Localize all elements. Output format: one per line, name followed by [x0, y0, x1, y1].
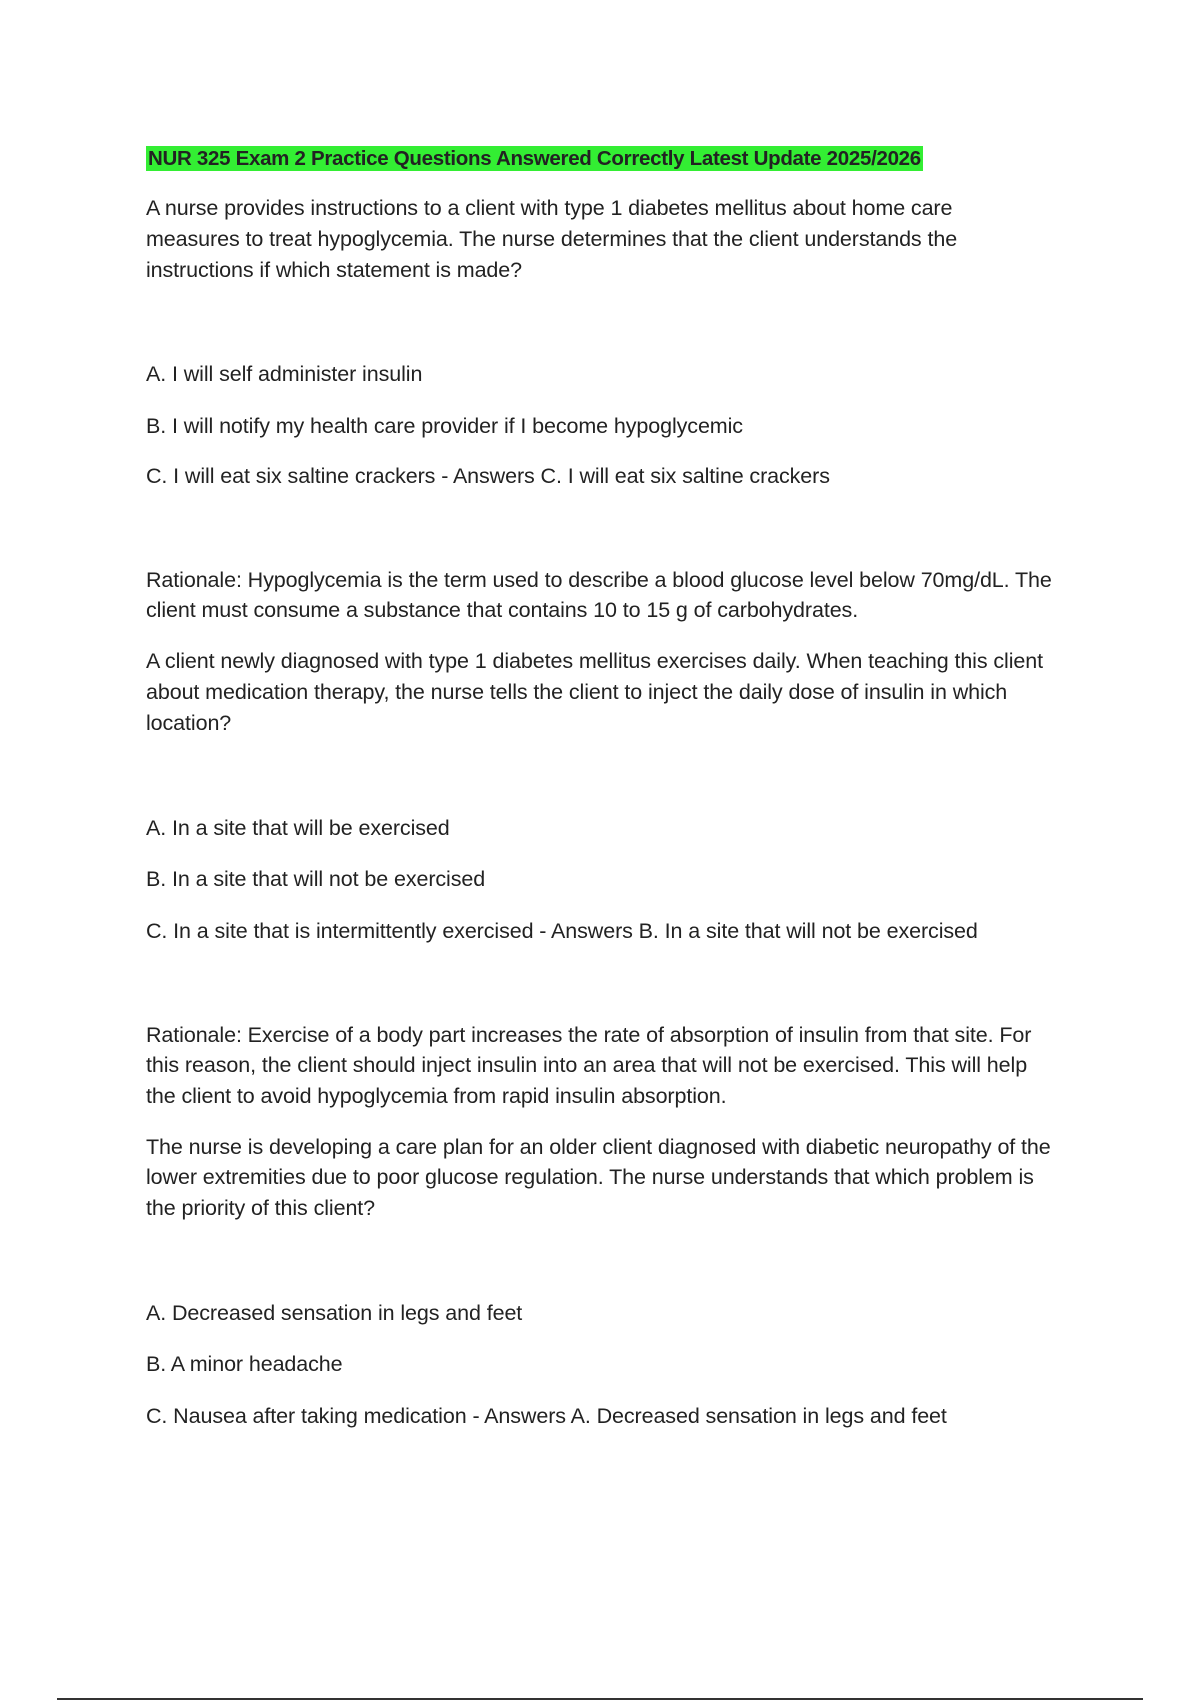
q2-option-a: A. In a site that will be exercised: [146, 816, 450, 840]
q2-rationale-line-1: Rationale: Exercise of a body part increases the rate of absorption of insulin from that site. For: [146, 1023, 1032, 1047]
q3-stem-line-1: The nurse is developing a care plan for an older client diagnosed with diabetic neuropathy of the: [146, 1135, 1051, 1159]
q2-option-c: C. In a site that is intermittently exercised - Answers B. In a site that will not be exercised: [146, 919, 978, 943]
q2-stem-line-1: A client newly diagnosed with type 1 diabetes mellitus exercises daily. When teaching this client: [146, 649, 1043, 673]
title-highlight: NUR 325 Exam 2 Practice Questions Answered Correctly Latest Update 2025/2026: [148, 147, 921, 170]
q1-stem-line-1: A nurse provides instructions to a client with type 1 diabetes mellitus about home care: [146, 196, 953, 220]
q3-stem-line-2: lower extremities due to poor glucose regulation. The nurse understands that which problem is: [146, 1165, 1034, 1189]
q3-option-b: B. A minor headache: [146, 1352, 343, 1376]
q3-option-a: A. Decreased sensation in legs and feet: [146, 1301, 523, 1325]
q2-stem-line-3: location?: [146, 711, 232, 735]
q2-rationale-line-2: this reason, the client should inject insulin into an area that will not be exercised. This will help: [146, 1053, 1028, 1077]
q1-stem-line-2: measures to treat hypoglycemia. The nurse determines that the client understands the: [146, 227, 958, 251]
q3-option-c: C. Nausea after taking medication - Answers A. Decreased sensation in legs and feet: [146, 1404, 947, 1428]
document-title: [146, 145, 923, 173]
q1-rationale-line-1: Rationale: Hypoglycemia is the term used to describe a blood glucose level below 70mg/dL. The: [146, 568, 1052, 592]
q2-rationale-line-3: the client to avoid hypoglycemia from rapid insulin absorption.: [146, 1084, 727, 1108]
q1-option-c: C. I will eat six saltine crackers - Answers C. I will eat six saltine crackers: [146, 464, 830, 488]
q1-option-a: A. I will self administer insulin: [146, 362, 423, 386]
q1-rationale-line-2: client must consume a substance that contains 10 to 15 g of carbohydrates.: [146, 598, 859, 622]
q3-stem-line-3: the priority of this client?: [146, 1196, 376, 1220]
q1-stem-line-3: instructions if which statement is made?: [146, 258, 522, 282]
q1-option-b: B. I will notify my health care provider if I become hypoglycemic: [146, 414, 743, 438]
q2-option-b: B. In a site that will not be exercised: [146, 867, 486, 891]
q2-stem-line-2: about medication therapy, the nurse tells the client to inject the daily dose of insulin in which: [146, 680, 1008, 704]
